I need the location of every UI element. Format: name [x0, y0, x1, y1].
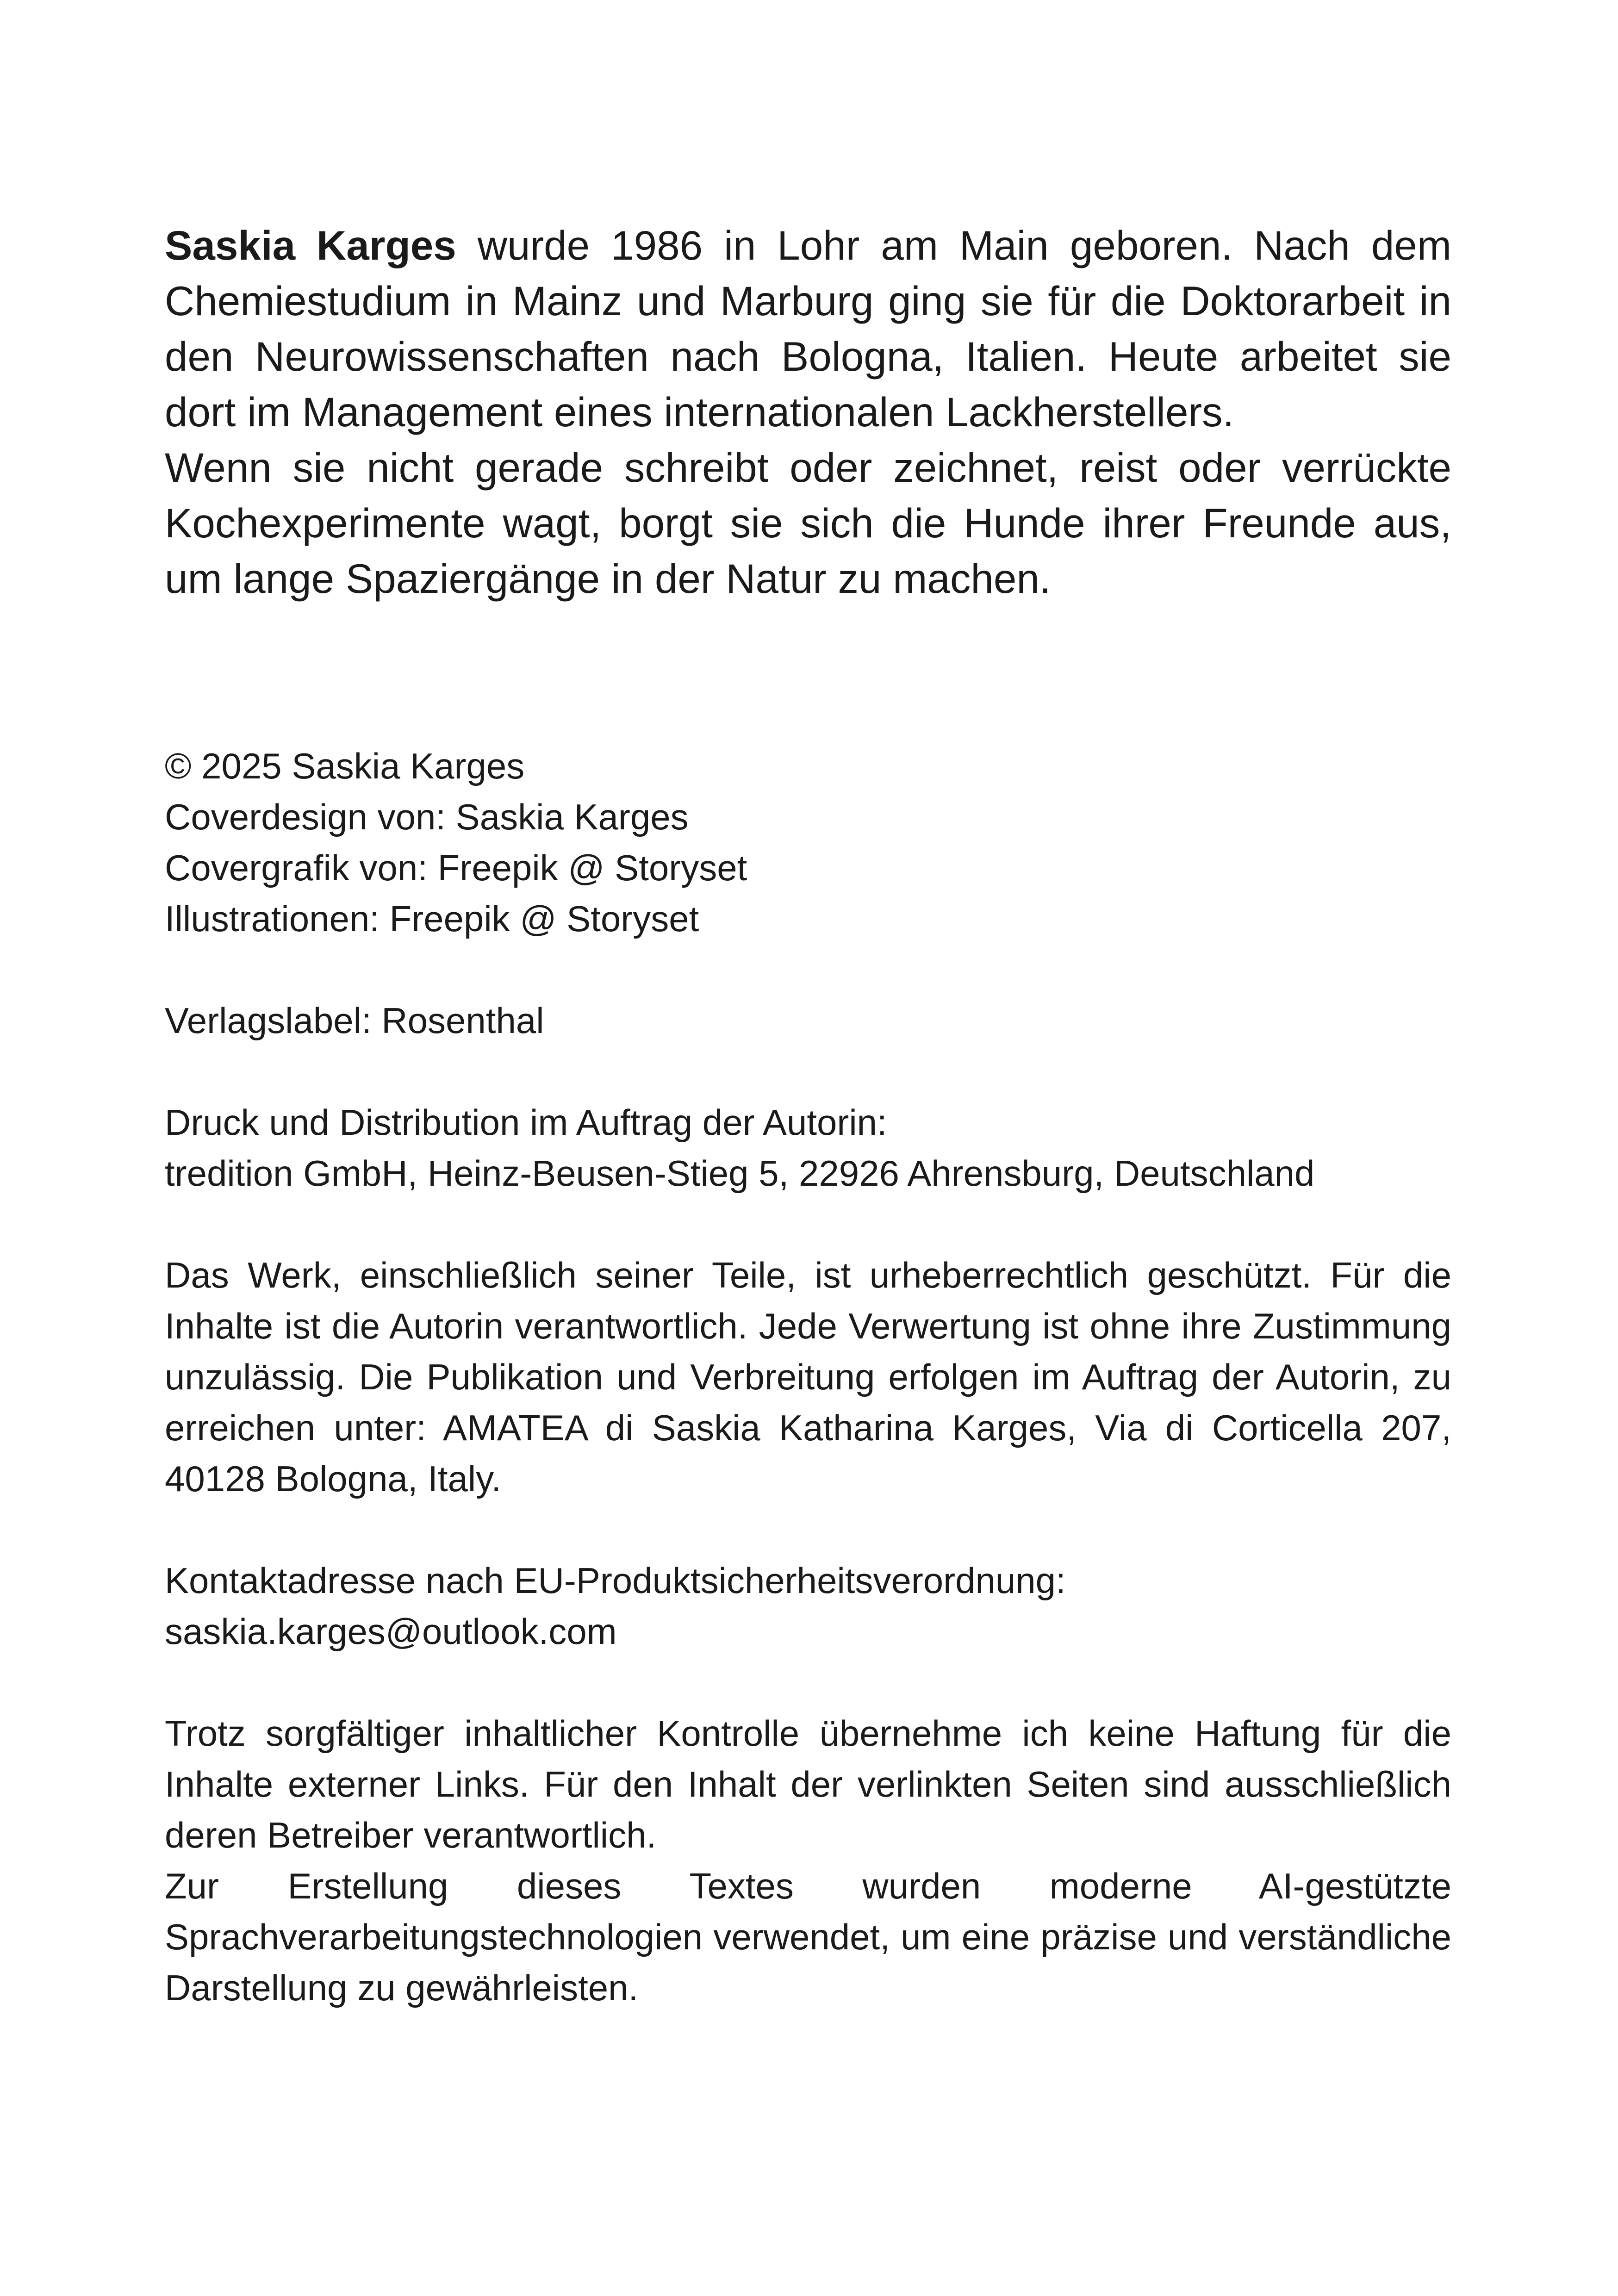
distribution-heading: Druck und Distribution im Auftrag der Autorin:	[165, 1102, 887, 1143]
bio-paragraph-1-text: wurde 1986 in Lohr am Main geboren. Nach dem Chemiestudium in Mainz und Marburg ging sie für die Doktorarbeit in den Neurowissenschaften nach Bologna, Italien. Heute arbeitet sie dort im Management eines internationalen Lackherstellers.	[165, 222, 1451, 435]
ai-notice-text: Zur Erstellung dieses Textes wurden moderne AI-gestützte Sprachverarbeitungstechnologien verwendet, um eine präzise und verständliche Darstellung zu gewährleisten.	[165, 1866, 1451, 2008]
copyright-line: © 2025 Saskia Karges	[165, 746, 525, 786]
covergrafik-line: Covergrafik von: Freepik @ Storyset	[165, 847, 747, 888]
author-bio	[165, 218, 1451, 606]
coverdesign-line: Coverdesign von: Saskia Karges	[165, 796, 689, 837]
author-name: Saskia Karges	[165, 222, 456, 268]
credits-block	[165, 740, 1451, 944]
liability-text: Trotz sorgfältiger inhaltlicher Kontrolle übernehme ich keine Haftung für die Inhalte externer Links. Für den Inhalt der verlinkten Seiten sind ausschließlich deren Betreiber verantwortlich.	[165, 1713, 1451, 1855]
label-block	[165, 995, 1451, 1046]
rights-block	[165, 1250, 1451, 1504]
illustrationen-line: Illustrationen: Freepik @ Storyset	[165, 898, 699, 939]
distribution-address: tredition GmbH, Heinz-Beusen-Stieg 5, 22926 Ahrensburg, Deutschland	[165, 1153, 1315, 1194]
imprint-section	[165, 740, 1451, 2064]
author-bio-section	[165, 218, 1451, 606]
rights-text: Das Werk, einschließlich seiner Teile, ist urheberrechtlich geschützt. Für die Inhalte ist die Autorin verantwortlich. Jede Verwertung ist ohne ihre Zustimmung unzulässig. Die Publikation und Verbreitung erfolgen im Auftrag der Autorin, zu erreichen unter: AMATEA di Saskia Katharina Karges, Via di Corticella 207, 40128 Bologna, Italy.	[165, 1255, 1451, 1499]
contact-email[interactable]: saskia.karges@outlook.com	[165, 1611, 617, 1652]
distribution-block	[165, 1097, 1451, 1199]
verlagslabel-line: Verlagslabel: Rosenthal	[165, 1000, 544, 1041]
bio-paragraph-2: Wenn sie nicht gerade schreibt oder zeichnet, reist oder verrückte Kochexperimente wagt, borgt sie sich die Hunde ihrer Freunde aus, um lange Spaziergänge in der Natur zu machen.	[165, 444, 1451, 602]
disclaimer-block	[165, 1708, 1451, 2013]
contact-heading: Kontaktadresse nach EU-Produktsicherheitsverordnung:	[165, 1560, 1066, 1601]
contact-block	[165, 1555, 1451, 1657]
bio-paragraph-1	[165, 218, 1451, 440]
